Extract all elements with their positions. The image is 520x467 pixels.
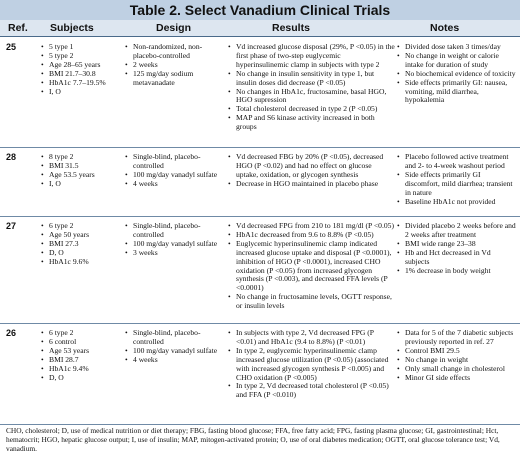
subjects-item: • D, O bbox=[40, 249, 132, 258]
notes-item: • Baseline HbA1c not provided bbox=[396, 198, 516, 207]
table-row bbox=[0, 37, 520, 148]
subjects-item: • HbA1c 9.6% bbox=[40, 258, 132, 267]
results-item: • Euglycemic hyperinsulinemic clamp indicated increased glucose uptake and disposal (P <0.0001), inhibition of HGO (P <0.0001), increased CHO oxidation (P <0.05) from increased glycogen synthesis (P <0.003), and decreased FFA levels (P <0.0001) bbox=[227, 240, 395, 293]
subjects-item: • Age 28–65 years bbox=[40, 61, 132, 70]
notes-item: • Control BMI 29.5 bbox=[396, 347, 516, 356]
notes-item: • Placebo followed active treatment and 2- to 4-week washout period bbox=[396, 153, 516, 171]
results-item: • Total cholesterol decreased in type 2 (P <0.05) bbox=[227, 105, 395, 114]
design-item: • 100 mg/day vanadyl sulfate bbox=[124, 171, 226, 180]
results-item: • Vd decreased FBG by 20% (P <0.05), decreased HGO (P <0.02) and had no effect on glucose uptake, oxidation, or glycogen synthesis bbox=[227, 153, 395, 180]
notes-item: • Minor GI side effects bbox=[396, 374, 516, 383]
subjects-item: • Age 53 years bbox=[40, 347, 132, 356]
design-item: • Non-randomized, non-placebo-controlled bbox=[124, 43, 226, 61]
cell-design bbox=[124, 329, 226, 365]
header-ref: Ref. bbox=[8, 22, 28, 34]
notes-item: • Data for 5 of the 7 diabetic subjects previously reported in ref. 27 bbox=[396, 329, 516, 347]
notes-item: • No change in weight bbox=[396, 356, 516, 365]
design-item: • Single-blind, placebo-controlled bbox=[124, 153, 226, 171]
cell-subjects bbox=[40, 222, 132, 267]
header-results: Results bbox=[272, 22, 310, 34]
table-header bbox=[0, 20, 520, 37]
results-item: • No changes in HbA1c, fructosamine, basal HGO, HGO supression bbox=[227, 88, 395, 106]
header-design: Design bbox=[156, 22, 192, 34]
notes-item: • Side effects primarily GI: nausea, vomiting, mild diarrhea, hypokalemia bbox=[396, 79, 516, 106]
subjects-item: • D, O bbox=[40, 374, 132, 383]
cell-notes bbox=[396, 222, 516, 275]
results-item: • Vd decreased FPG from 210 to 181 mg/dl (P <0.05) bbox=[227, 222, 395, 231]
subjects-item: • Age 53.5 years bbox=[40, 171, 132, 180]
subjects-item: • 6 control bbox=[40, 338, 132, 347]
row-ref: 26 bbox=[6, 328, 17, 338]
cell-subjects bbox=[40, 43, 132, 96]
design-item: • 3 weeks bbox=[124, 249, 226, 258]
subjects-item: • 5 type 2 bbox=[40, 52, 132, 61]
subjects-item: • HbA1c 7.7–19.5% bbox=[40, 79, 132, 88]
results-item: • In type 2, euglycemic hyperinsulinemic clamp increased glucose utilization (P <0.05) (associated with increased glycogen synthesis P <0.005) and CHO oxidation (P <0.005) bbox=[227, 347, 395, 383]
design-item: • 100 mg/day vanadyl sulfate bbox=[124, 347, 226, 356]
results-item: • No change in fructosamine levels, OGTT response, or insulin levels bbox=[227, 293, 395, 311]
subjects-item: • 5 type 1 bbox=[40, 43, 132, 52]
results-item: • HbA1c decreased from 9.6 to 8.8% (P <0.05) bbox=[227, 231, 395, 240]
design-item: • 4 weeks bbox=[124, 356, 226, 365]
subjects-item: • I, O bbox=[40, 88, 132, 97]
notes-item: • Divided dose taken 3 times/day bbox=[396, 43, 516, 52]
results-item: • In type 2, Vd decreased total cholesterol (P <0.05) and FFA (P <0.010) bbox=[227, 382, 395, 400]
design-item: • 2 weeks bbox=[124, 61, 226, 70]
notes-item: • BMI wide range 23–38 bbox=[396, 240, 516, 249]
design-item: • 125 mg/day sodium metavanadate bbox=[124, 70, 226, 88]
table-row bbox=[0, 216, 520, 324]
design-item: • Single-blind, placebo-controlled bbox=[124, 329, 226, 347]
results-item: • No change in insulin sensitivity in type 1, but insulin doses did decrease (P <0.05) bbox=[227, 70, 395, 88]
notes-item: • Divided placebo 2 weeks before and 2 weeks after treatment bbox=[396, 222, 516, 240]
notes-item: • Side effects primarily GI discomfort, mild diarrhea; transient in nature bbox=[396, 171, 516, 198]
table-footnote: CHO, cholesterol; D, use of medical nutrition or diet therapy; FBG, fasting blood glucose; FFA, free fatty acid; FPG, fasting plasma glucose; GI, gastrointestinal; Hct, hematocrit; HGO, hepatic glucose output; I, use of insulin; MAP, mitogen-activated protein; O, use of oral diabetes medication; OGTT, oral glucose tolerance test; Vd, vanadium. bbox=[6, 426, 500, 454]
header-subjects: Subjects bbox=[50, 22, 94, 34]
design-item: • 4 weeks bbox=[124, 180, 226, 189]
cell-results bbox=[227, 153, 395, 189]
results-item: • MAP and S6 kinase activity increased in both groups bbox=[227, 114, 395, 132]
subjects-item: • BMI 21.7–30.8 bbox=[40, 70, 132, 79]
notes-item: • No biochemical evidence of toxicity bbox=[396, 70, 516, 79]
subjects-item: • BMI 31.5 bbox=[40, 162, 132, 171]
subjects-item: • BMI 27.3 bbox=[40, 240, 132, 249]
row-ref: 27 bbox=[6, 221, 17, 231]
results-item: • In subjects with type 2, Vd decreased FPG (P <0.01) and HbA1c (9.4 to 8.8%) (P <0.01) bbox=[227, 329, 395, 347]
cell-results bbox=[227, 43, 395, 132]
cell-design bbox=[124, 153, 226, 189]
subjects-item: • HbA1c 9.4% bbox=[40, 365, 132, 374]
cell-subjects bbox=[40, 153, 132, 189]
notes-item: • Hb and Hct decreased in Vd subjects bbox=[396, 249, 516, 267]
cell-design bbox=[124, 43, 226, 88]
results-item: • Decrease in HGO maintained in placebo phase bbox=[227, 180, 395, 189]
cell-results bbox=[227, 222, 395, 311]
notes-item: • No change in weight or calorie intake for duration of study bbox=[396, 52, 516, 70]
header-notes: Notes bbox=[430, 22, 460, 34]
design-item: • Single-blind, placebo-controlled bbox=[124, 222, 226, 240]
notes-item: • Only small change in cholesterol bbox=[396, 365, 516, 374]
cell-subjects bbox=[40, 329, 132, 382]
table-title: Table 2. Select Vanadium Clinical Trials bbox=[0, 0, 520, 20]
subjects-item: • I, O bbox=[40, 180, 132, 189]
subjects-item: • 8 type 2 bbox=[40, 153, 132, 162]
row-ref: 28 bbox=[6, 152, 17, 162]
cell-design bbox=[124, 222, 226, 258]
results-item: • Vd increased glucose disposal (29%, P <0.05) in the first phase of two-step euglycemic hyperinsulinemic clamp in subjects with type 2 bbox=[227, 43, 395, 70]
subjects-item: • BMI 28.7 bbox=[40, 356, 132, 365]
cell-notes bbox=[396, 43, 516, 105]
design-item: • 100 mg/day vanadyl sulfate bbox=[124, 240, 226, 249]
cell-results bbox=[227, 329, 395, 400]
subjects-item: • 6 type 2 bbox=[40, 222, 132, 231]
subjects-item: • 6 type 2 bbox=[40, 329, 132, 338]
row-ref: 25 bbox=[6, 42, 17, 52]
notes-item: • 1% decrease in body weight bbox=[396, 267, 516, 276]
table-row bbox=[0, 323, 520, 425]
subjects-item: • Age 50 years bbox=[40, 231, 132, 240]
cell-notes bbox=[396, 329, 516, 382]
table-row bbox=[0, 147, 520, 217]
cell-notes bbox=[396, 153, 516, 206]
